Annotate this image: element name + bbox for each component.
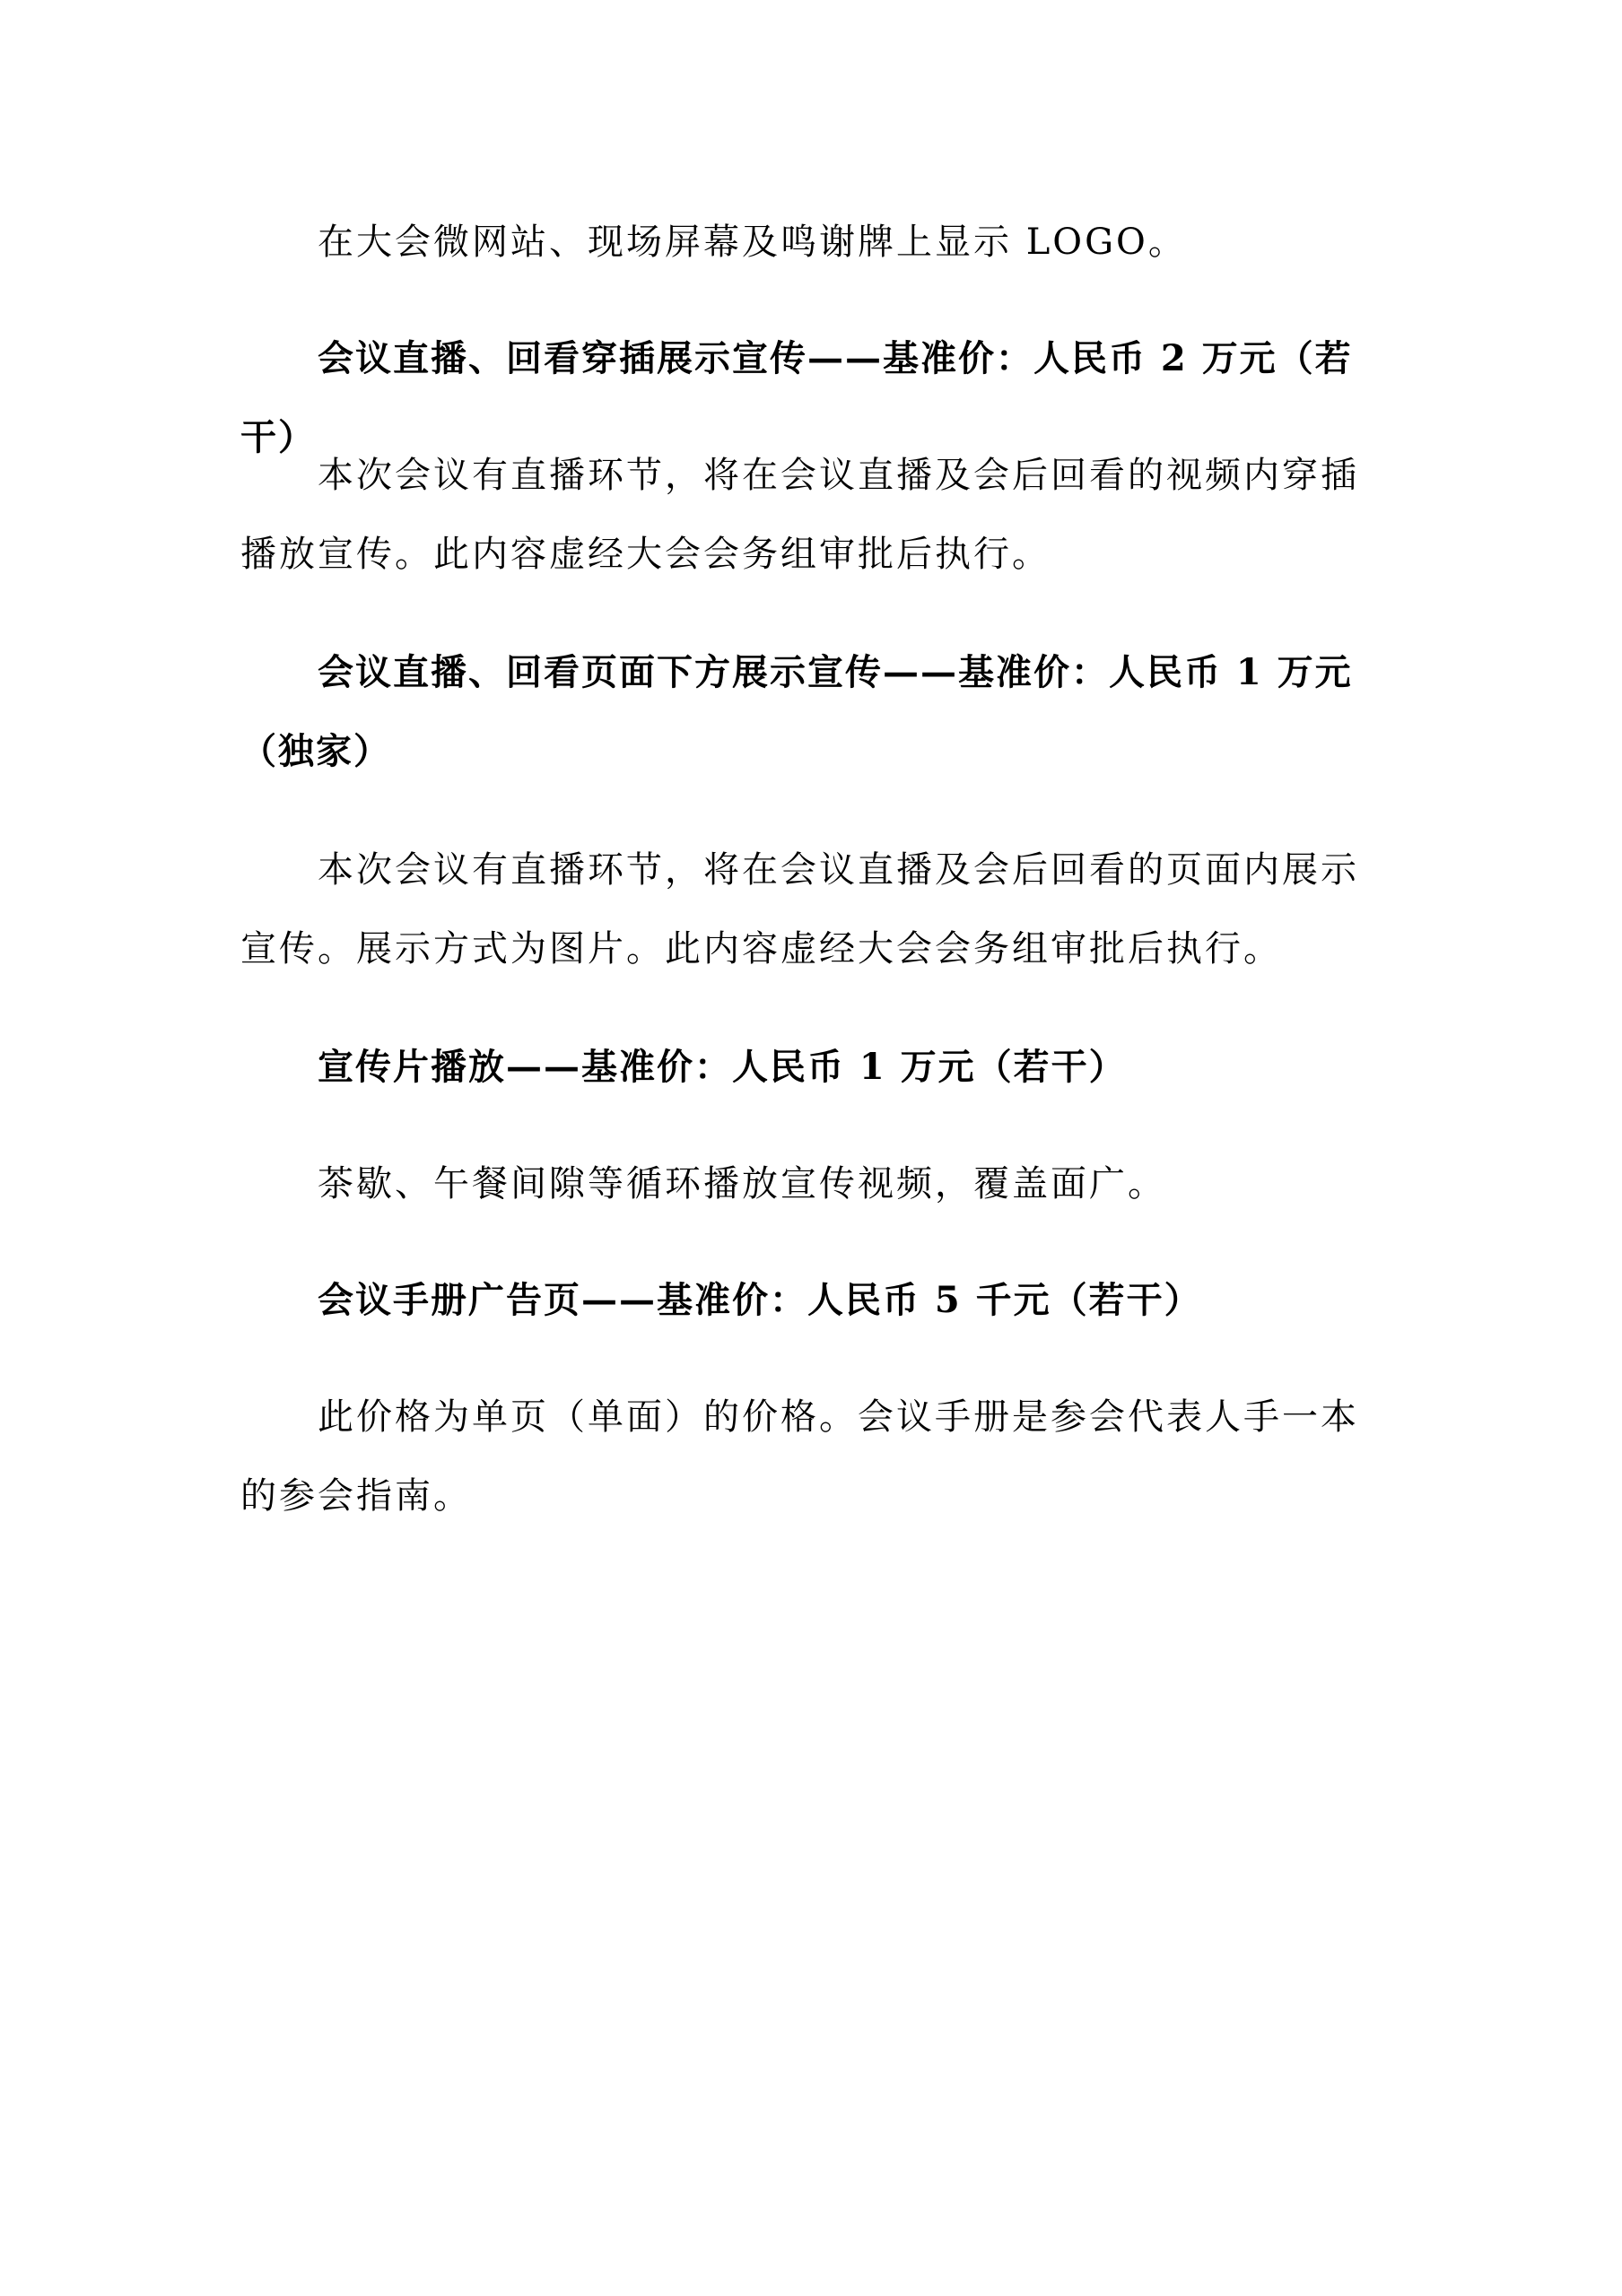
paragraph-live-replay-bottom-desc <box>240 831 1389 988</box>
heading-live-replay-bottom <box>240 633 1389 791</box>
paragraph-text: 茶歇、午餐间隙等循环播放宣传视频，覆盖面广。 <box>318 1163 1166 1205</box>
paragraph-logo-display <box>240 203 1389 282</box>
heading-text: 会议手册广告页——基准价：人民币 5 千元（若干） <box>318 1279 1202 1321</box>
heading-promo-video <box>240 1028 1389 1107</box>
paragraph-promo-video-desc <box>240 1144 1389 1223</box>
paragraph-text: 本次会议有直播环节，将在会议直播及会后回看的视频内穿插播放宣传。此内容虚经大会会务组审批后执行。 <box>240 455 1359 575</box>
heading-text: 会议直播、回看页面下方展示宣传——基准价：人民币 1 万元（独家） <box>240 651 1353 772</box>
heading-text: 宣传片播放——基准价：人民币 1 万元（若干） <box>318 1046 1127 1088</box>
paragraph-text: 本次会议有直播环节，将在会议直播及会后回看的页面内展示宣传。展示方式为图片。此内容虚经大会会务组审批后执行。 <box>240 849 1359 970</box>
paragraph-text: 此价格为单页（单面）的价格。会议手册是参会代表人手一本的参会指南。 <box>240 1396 1359 1517</box>
heading-text: 会议直播、回看穿插展示宣传——基准价：人民币 2 万元（若干） <box>240 337 1353 458</box>
paragraph-handbook-ad-desc <box>240 1378 1389 1535</box>
paragraph-live-replay-insert-desc <box>240 436 1389 594</box>
heading-handbook-ad <box>240 1261 1389 1340</box>
paragraph-text: 在大会微网站、现场屏幕及鸣谢牌上显示 LOGO。 <box>318 222 1187 263</box>
